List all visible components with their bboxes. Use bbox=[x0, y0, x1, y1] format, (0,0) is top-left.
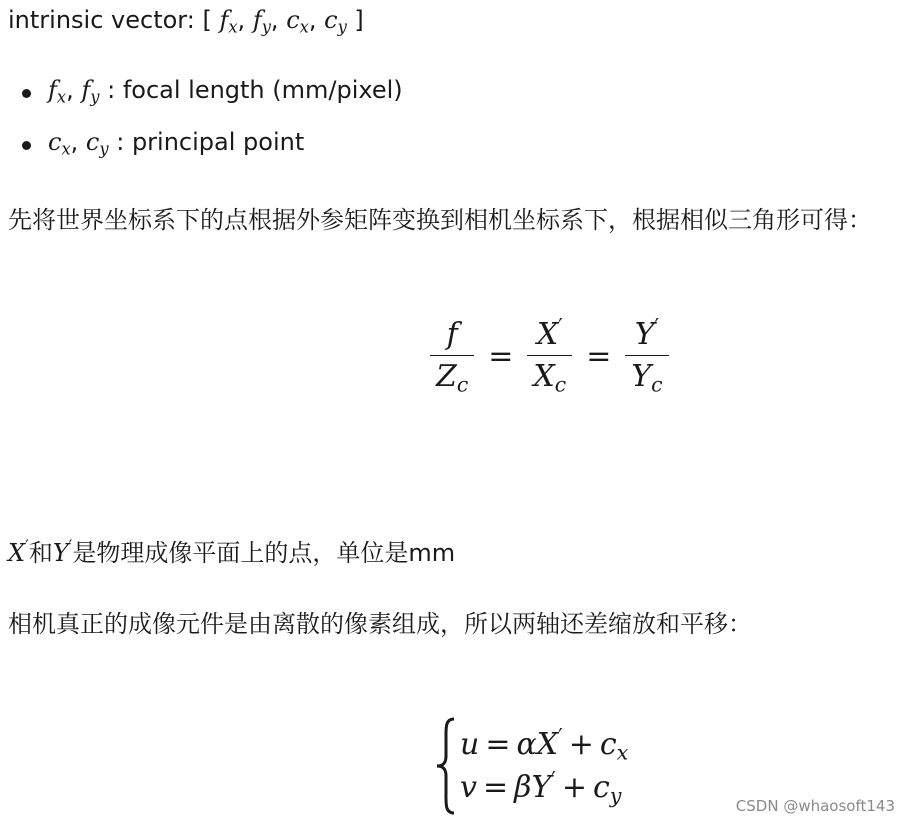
paragraph-pixel-scaling: 相机真正的成像元件是由离散的像素组成，所以两轴还差缩放和平移： bbox=[8, 610, 752, 638]
bullet-item-principal: $c_x$, $c_y$ : principal point bbox=[48, 128, 305, 159]
intrinsic-vector-line: intrinsic vector: [ $f_x$, $f_y$, $c_x$, $c_y$ ] bbox=[8, 6, 364, 37]
fraction-y-over-yc: $\frac{Y'}{Y_c}$ bbox=[625, 318, 668, 394]
fx-symbol: $f_x$ bbox=[219, 6, 238, 37]
cx-symbol: $c_x$ bbox=[286, 6, 309, 37]
fraction-x-over-xc: $\frac{X'}{X_c}$ bbox=[527, 318, 572, 394]
fraction-f-over-zc: $\frac{f}{Z_c}$ bbox=[430, 318, 474, 394]
equation-row-v: $v = \beta Y' + c_y$ bbox=[460, 766, 622, 808]
bullet-item-focal: $f_x$, $f_y$ : focal length (mm/pixel) bbox=[48, 76, 403, 107]
bullet-dot-1 bbox=[22, 89, 31, 98]
principal-point-text: : principal point bbox=[108, 128, 305, 156]
x-prime-symbol: X′ bbox=[8, 537, 29, 567]
intrinsic-label: intrinsic vector: [ bbox=[8, 6, 220, 34]
paragraph-similar-triangles: 先将世界坐标系下的点根据外参矩阵变换到相机坐标系下，根据相似三角形可得： bbox=[8, 206, 872, 234]
similar-triangle-equation: $\frac{f}{Z_c}$ = $\frac{X'}{X_c}$ = $\frac{Y'}{Y_c}$ bbox=[426, 318, 673, 394]
pixel-mapping-equation-system bbox=[434, 716, 628, 816]
equation-row-u: $u = \alpha X' + c_x$ bbox=[460, 723, 629, 765]
bullet-dot-2 bbox=[22, 141, 31, 150]
watermark: CSDN @whaosoft143 bbox=[735, 797, 895, 815]
focal-length-text: : focal length (mm/pixel) bbox=[99, 76, 403, 104]
y-prime-symbol: Y′ bbox=[52, 537, 73, 567]
left-brace-icon bbox=[434, 716, 460, 816]
fy-symbol: $f_y$ bbox=[252, 6, 271, 37]
paragraph-physical-plane: X′和Y′是物理成像平面上的点，单位是mm bbox=[8, 537, 456, 567]
cy-symbol: $c_y$ bbox=[324, 6, 347, 37]
